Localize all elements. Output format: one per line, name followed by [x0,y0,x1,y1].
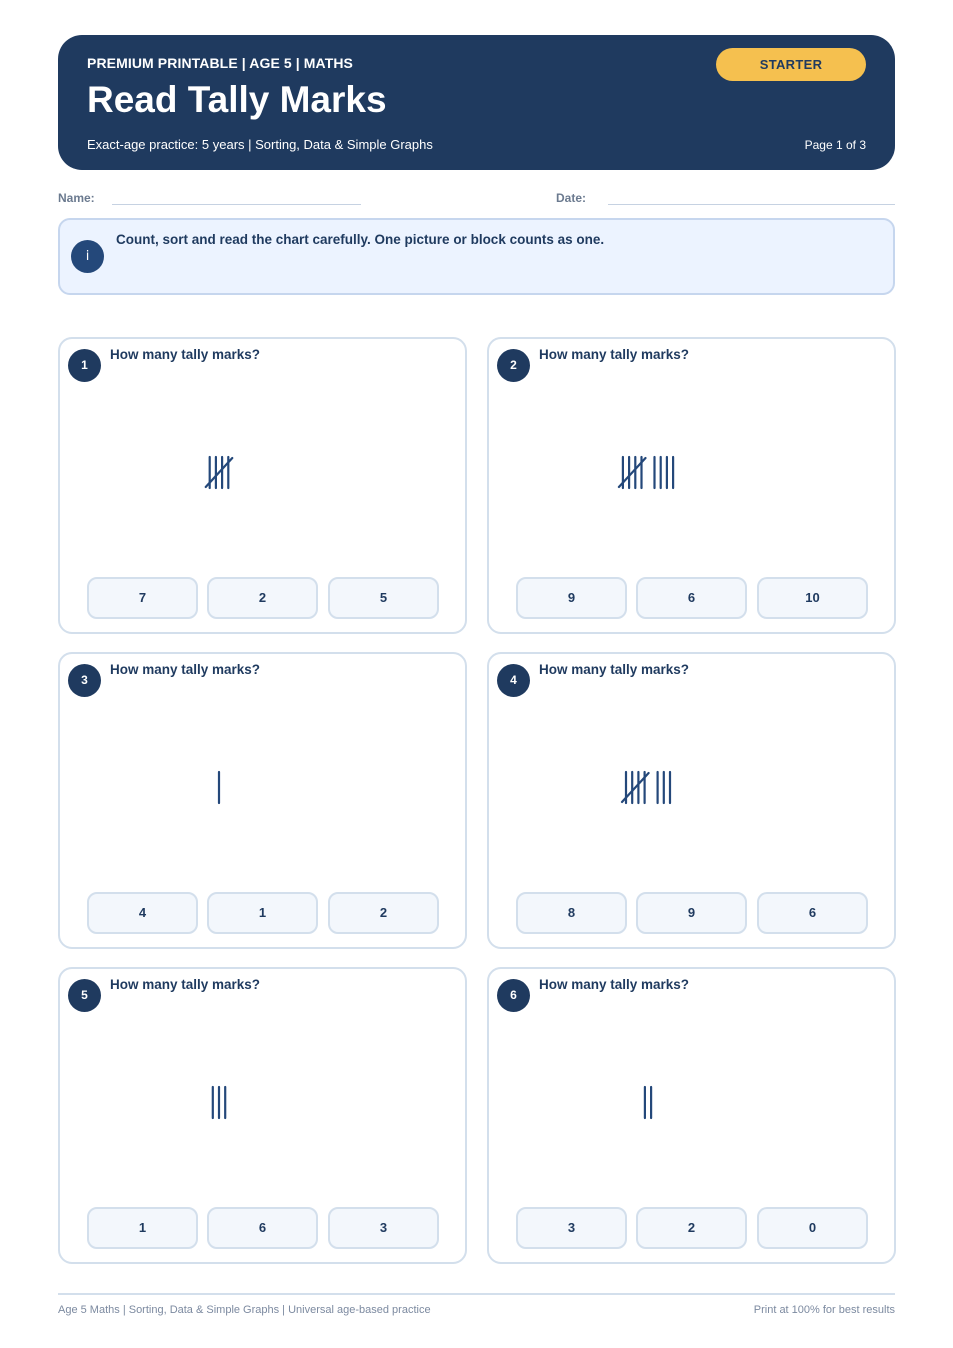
page-title: Read Tally Marks [87,79,387,120]
name-field[interactable] [112,204,361,205]
question-prompt: How many tally marks? [110,977,261,992]
question-prompt: How many tally marks? [110,347,261,362]
footer-left-text: Age 5 Maths | Sorting, Data & Simple Graphs | Universal age-based practice [58,1304,431,1316]
answer-option-button[interactable]: 7 [87,577,198,619]
level-badge: STARTER [716,48,866,81]
answer-option-button[interactable]: 6 [757,892,868,934]
answer-option-button[interactable]: 6 [207,1207,318,1249]
question-card [58,967,467,1264]
answer-option-button[interactable]: 1 [207,892,318,934]
tally-marks [60,764,465,812]
question-card [487,967,896,1264]
answer-option-button[interactable]: 0 [757,1207,868,1249]
answer-option-button[interactable]: 9 [636,892,747,934]
answer-option-button[interactable]: 4 [87,892,198,934]
answer-option-button[interactable]: 3 [516,1207,627,1249]
instruction-box [58,218,895,295]
question-number: 3 [68,664,101,697]
answer-option-button[interactable]: 8 [516,892,627,934]
tally-marks [489,1079,894,1127]
header-kicker: PREMIUM PRINTABLE | AGE 5 | MATHS [87,55,353,71]
footer-right-text: Print at 100% for best results [753,1304,895,1316]
footer-divider [58,1293,895,1295]
question-number: 5 [68,979,101,1012]
question-prompt: How many tally marks? [539,662,690,677]
name-label: Name: [58,191,95,205]
tally-marks [60,1079,465,1127]
question-number: 4 [497,664,530,697]
answer-option-button[interactable]: 5 [328,577,439,619]
answer-option-button[interactable]: 2 [636,1207,747,1249]
answer-option-button[interactable]: 2 [328,892,439,934]
question-prompt: How many tally marks? [539,977,690,992]
tally-marks [489,764,894,812]
worksheet-header [58,35,895,170]
question-number: 2 [497,349,530,382]
info-icon: i [71,240,104,273]
question-card [487,337,896,634]
question-card [58,337,467,634]
question-prompt: How many tally marks? [110,662,261,677]
answer-option-button[interactable]: 9 [516,577,627,619]
question-card [58,652,467,949]
date-label: Date: [556,191,587,205]
question-number: 6 [497,979,530,1012]
answer-option-button[interactable]: 3 [328,1207,439,1249]
question-number: 1 [68,349,101,382]
answer-option-button[interactable]: 2 [207,577,318,619]
page-number: Page 1 of 3 [804,138,866,152]
date-field[interactable] [608,204,895,205]
tally-marks [489,449,894,497]
question-prompt: How many tally marks? [539,347,690,362]
instruction-text: Count, sort and read the chart carefully. One picture or block counts as one. [116,232,605,247]
answer-option-button[interactable]: 10 [757,577,868,619]
header-subtitle: Exact-age practice: 5 years | Sorting, Data & Simple Graphs [87,137,433,152]
question-card [487,652,896,949]
answer-option-button[interactable]: 6 [636,577,747,619]
tally-marks [60,449,465,497]
answer-option-button[interactable]: 1 [87,1207,198,1249]
